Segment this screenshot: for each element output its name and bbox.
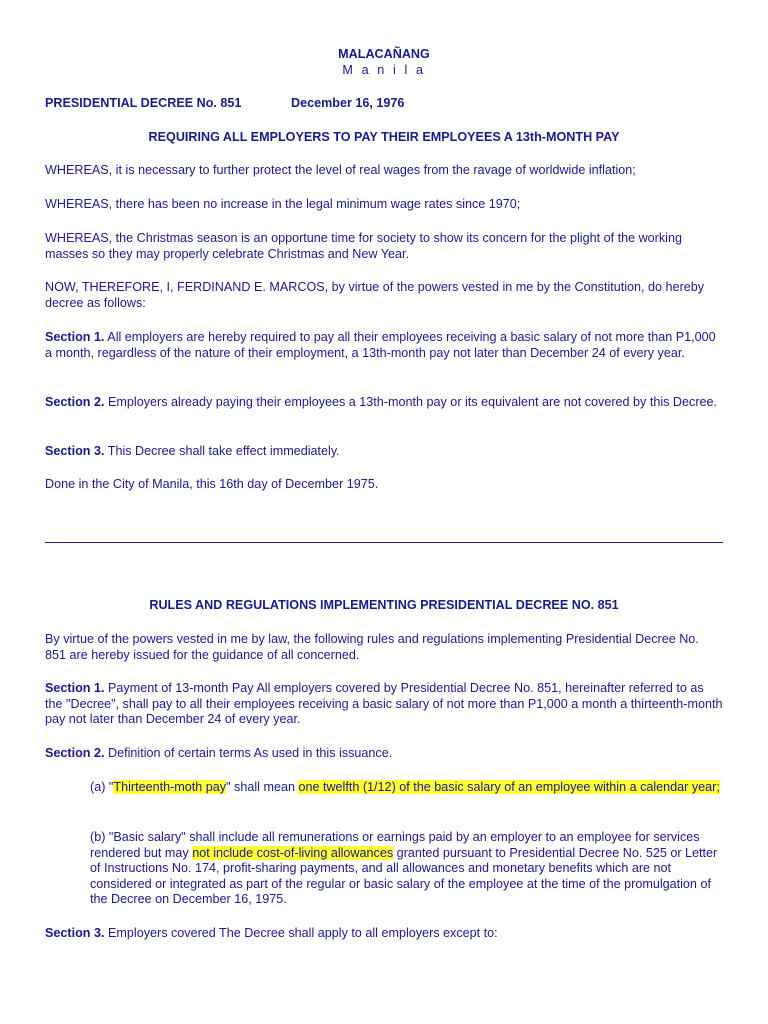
highlight-exclusion: not include cost-of-living allowances [192, 845, 394, 860]
section-text: Employers already paying their employees a 13th-month pay or its equivalent are not covered by this Decree. [104, 395, 718, 409]
now-therefore: NOW, THEREFORE, I, FERDINAND E. MARCOS, by virtue of the powers vested in me by the Constitution, do hereby decree as follows: [45, 280, 705, 310]
decree-number: PRESIDENTIAL DECREE No. 851 [45, 96, 242, 110]
done-line: Done in the City of Manila, this 16th day of December 1975. [45, 477, 379, 491]
rules-title: RULES AND REGULATIONS IMPLEMENTING PRESIDENTIAL DECREE NO. 851 [149, 598, 619, 612]
office-heading: MALACAÑANG [338, 47, 430, 61]
section-label: Section 1. [45, 330, 105, 344]
decree-section-3 [45, 444, 723, 460]
section-text: Employers covered The Decree shall apply to all employers except to: [104, 926, 498, 940]
whereas-1: WHEREAS, it is necessary to further protect the level of real wages from the ravage of worldwide inflation; [45, 163, 636, 177]
section-text: Definition of certain terms As used in this issuance. [104, 746, 393, 760]
definition-a: (a) "Thirteenth-moth pay" shall mean one twelfth (1/12) of the basic salary of an employee within a calendar year; [90, 780, 720, 794]
whereas-2: WHEREAS, there has been no increase in the legal minimum wage rates since 1970; [45, 197, 521, 211]
whereas-3: WHEREAS, the Christmas season is an opportune time for society to show its concern for the plight of the working masses so they may properly celebrate Christmas and New Year. [45, 231, 682, 261]
section-text: All employers are hereby required to pay all their employees receiving a basic salary of not more than P1,000 a month, regardless of the nature of their employment, a 13th-month pay not later than December 24 of every year. [45, 330, 716, 360]
rules-section-2 [45, 746, 723, 762]
section-label: Section 3. [45, 926, 105, 940]
rules-section-3 [45, 926, 723, 942]
highlight-term: Thirteenth-moth pay [113, 780, 227, 794]
decree-section-2 [45, 395, 723, 411]
section-label: Section 3. [45, 444, 105, 458]
section-label: Section 2. [45, 395, 105, 409]
rules-section-1 [45, 681, 723, 728]
decree-date: December 16, 1976 [291, 96, 405, 110]
decree-section-1 [45, 330, 723, 361]
section-text: This Decree shall take effect immediately. [104, 444, 340, 458]
city-heading: M a n i l a [342, 63, 426, 77]
section-text: Payment of 13-month Pay All employers covered by Presidential Decree No. 851, hereinafter referred to as the "Decree", shall pay to all their employees receiving a basic salary of not more than P1,000 a month a thirteenth-month pay not later than December 24 of every year. [45, 681, 723, 726]
rules-intro: By virtue of the powers vested in me by law, the following rules and regulations implementing Presidential Decree No. 851 are hereby issued for the guidance of all concerned. [45, 632, 699, 662]
definition-b: (b) "Basic salary" shall include all remunerations or earnings paid by an employer to an employee for services rendered but may not include cost-of-living allowances granted pursuant to Presidential Decree No. 525 or Letter of Instructions No. 174, profit-sharing payments, and all allowances and monetary benefits which are not considered or integrated as part of the regular or basic salary of the employee at the time of the promulgation of the Decree on December 16, 1975. [90, 830, 718, 906]
highlight-definition: one twelfth (1/12) of the basic salary of an employee within a calendar year; [298, 780, 720, 794]
section-label: Section 1. [45, 681, 105, 695]
horizontal-divider [45, 542, 723, 543]
decree-header-line [45, 96, 723, 112]
section-label: Section 2. [45, 746, 105, 760]
decree-title: REQUIRING ALL EMPLOYERS TO PAY THEIR EMPLOYEES A 13th-MONTH PAY [148, 130, 620, 144]
